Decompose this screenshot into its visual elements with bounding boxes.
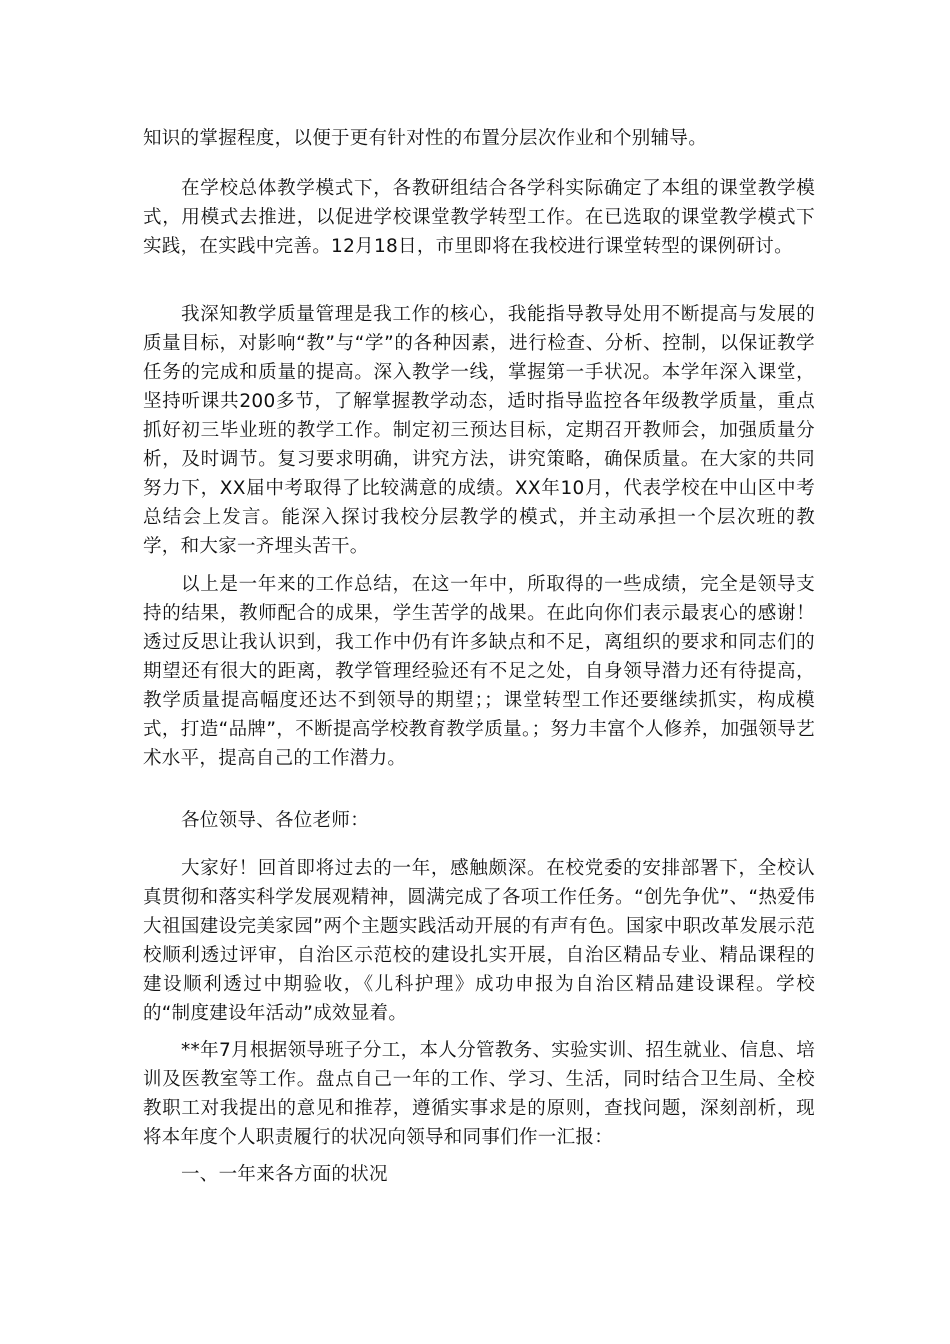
paragraph-greeting: 大家好！回首即将过去的一年，感触颇深。在校党委的安排部署下，全校认真贯彻和落实科学发展观精神，圆满完成了各项工作任务。“创先争优”、“热爱伟大祖国建设完美家园”两个主题实践活动开展的有声有色。国家中职改革发展示范校顺利透过评审，自治区示范校的建设扎实开展，自治区精品专业、精品课程的建设顺利透过中期验收，《儿科护理》成功申报为自治区精品建设课程。学校的“制度建设年活动”成效显着。 (143, 858, 815, 1024)
paragraph-continuation: 知识的掌握程度，以便于更有针对性的布置分层次作业和个别辅导。 (143, 128, 708, 149)
paragraph-summary: 以上是一年来的工作总结，在这一年中，所取得的一些成绩，完全是领导支持的结果，教师配合的成果，学生苦学的战果。在此向你们表示最衷心的感谢！透过反思让我认识到，我工作中仍有许多缺点和不足，离组织的要求和同志们的期望还有很大的距离，教学管理经验还有不足之处，自身领导潜力还有待提高，教学质量提高幅度还达不到领导的期望；；课堂转型工作还要继续抓实，构成模式，打造“品牌”，不断提高学校教育教学质量。；努力丰富个人修养，加强领导艺术水平，提高自己的工作潜力。 (143, 574, 815, 769)
paragraph-quality-management: 我深知教学质量管理是我工作的核心，我能指导教导处用不断提高与发展的质量目标，对影响“教”与“学”的各种因素，进行检查、分析、控制，以保证教学任务的完成和质量的提高。深入教学一线，掌握第一手状况。本学年深入课堂，坚持听课共200多节，了解掌握教学动态，适时指导监控各年级教学质量，重点抓好初三毕业班的教学工作。制定初三预达目标，定期召开教师会，加强质量分析，及时调节。复习要求明确，讲究方法，讲究策略，确保质量。在大家的共同努力下，XX届中考取得了比较满意的成绩。XX年10月，代表学校在中山区中考总结会上发言。能深入探讨我校分层教学的模式，并主动承担一个层次班的教学，和大家一齐埋头苦干。 (143, 304, 815, 557)
paragraph-teaching-mode: 在学校总体教学模式下，各教研组结合各学科实际确定了本组的课堂教学模式，用模式去推进，以促进学校课堂教学转型工作。在已选取的课堂教学模式下实践，在实践中完善。12月18日，市里即将在我校进行课堂转型的课例研讨。 (143, 178, 815, 257)
section-heading: 一、一年来各方面的状况 (181, 1164, 388, 1185)
paragraph-salutation: 各位领导、各位老师： (181, 810, 370, 831)
paragraph-duties: **年7月根据领导班子分工，本人分管教务、实验实训、招生就业、信息、培训及医教室等工作。盘点自己一年的工作、学习、生活，同时结合卫生局、全校教职工对我提出的意见和推荐，遵循实事求是的原则，查找问题，深刻剖析，现将本年度个人职责履行的状况向领导和同事们作一汇报： (143, 1040, 815, 1148)
